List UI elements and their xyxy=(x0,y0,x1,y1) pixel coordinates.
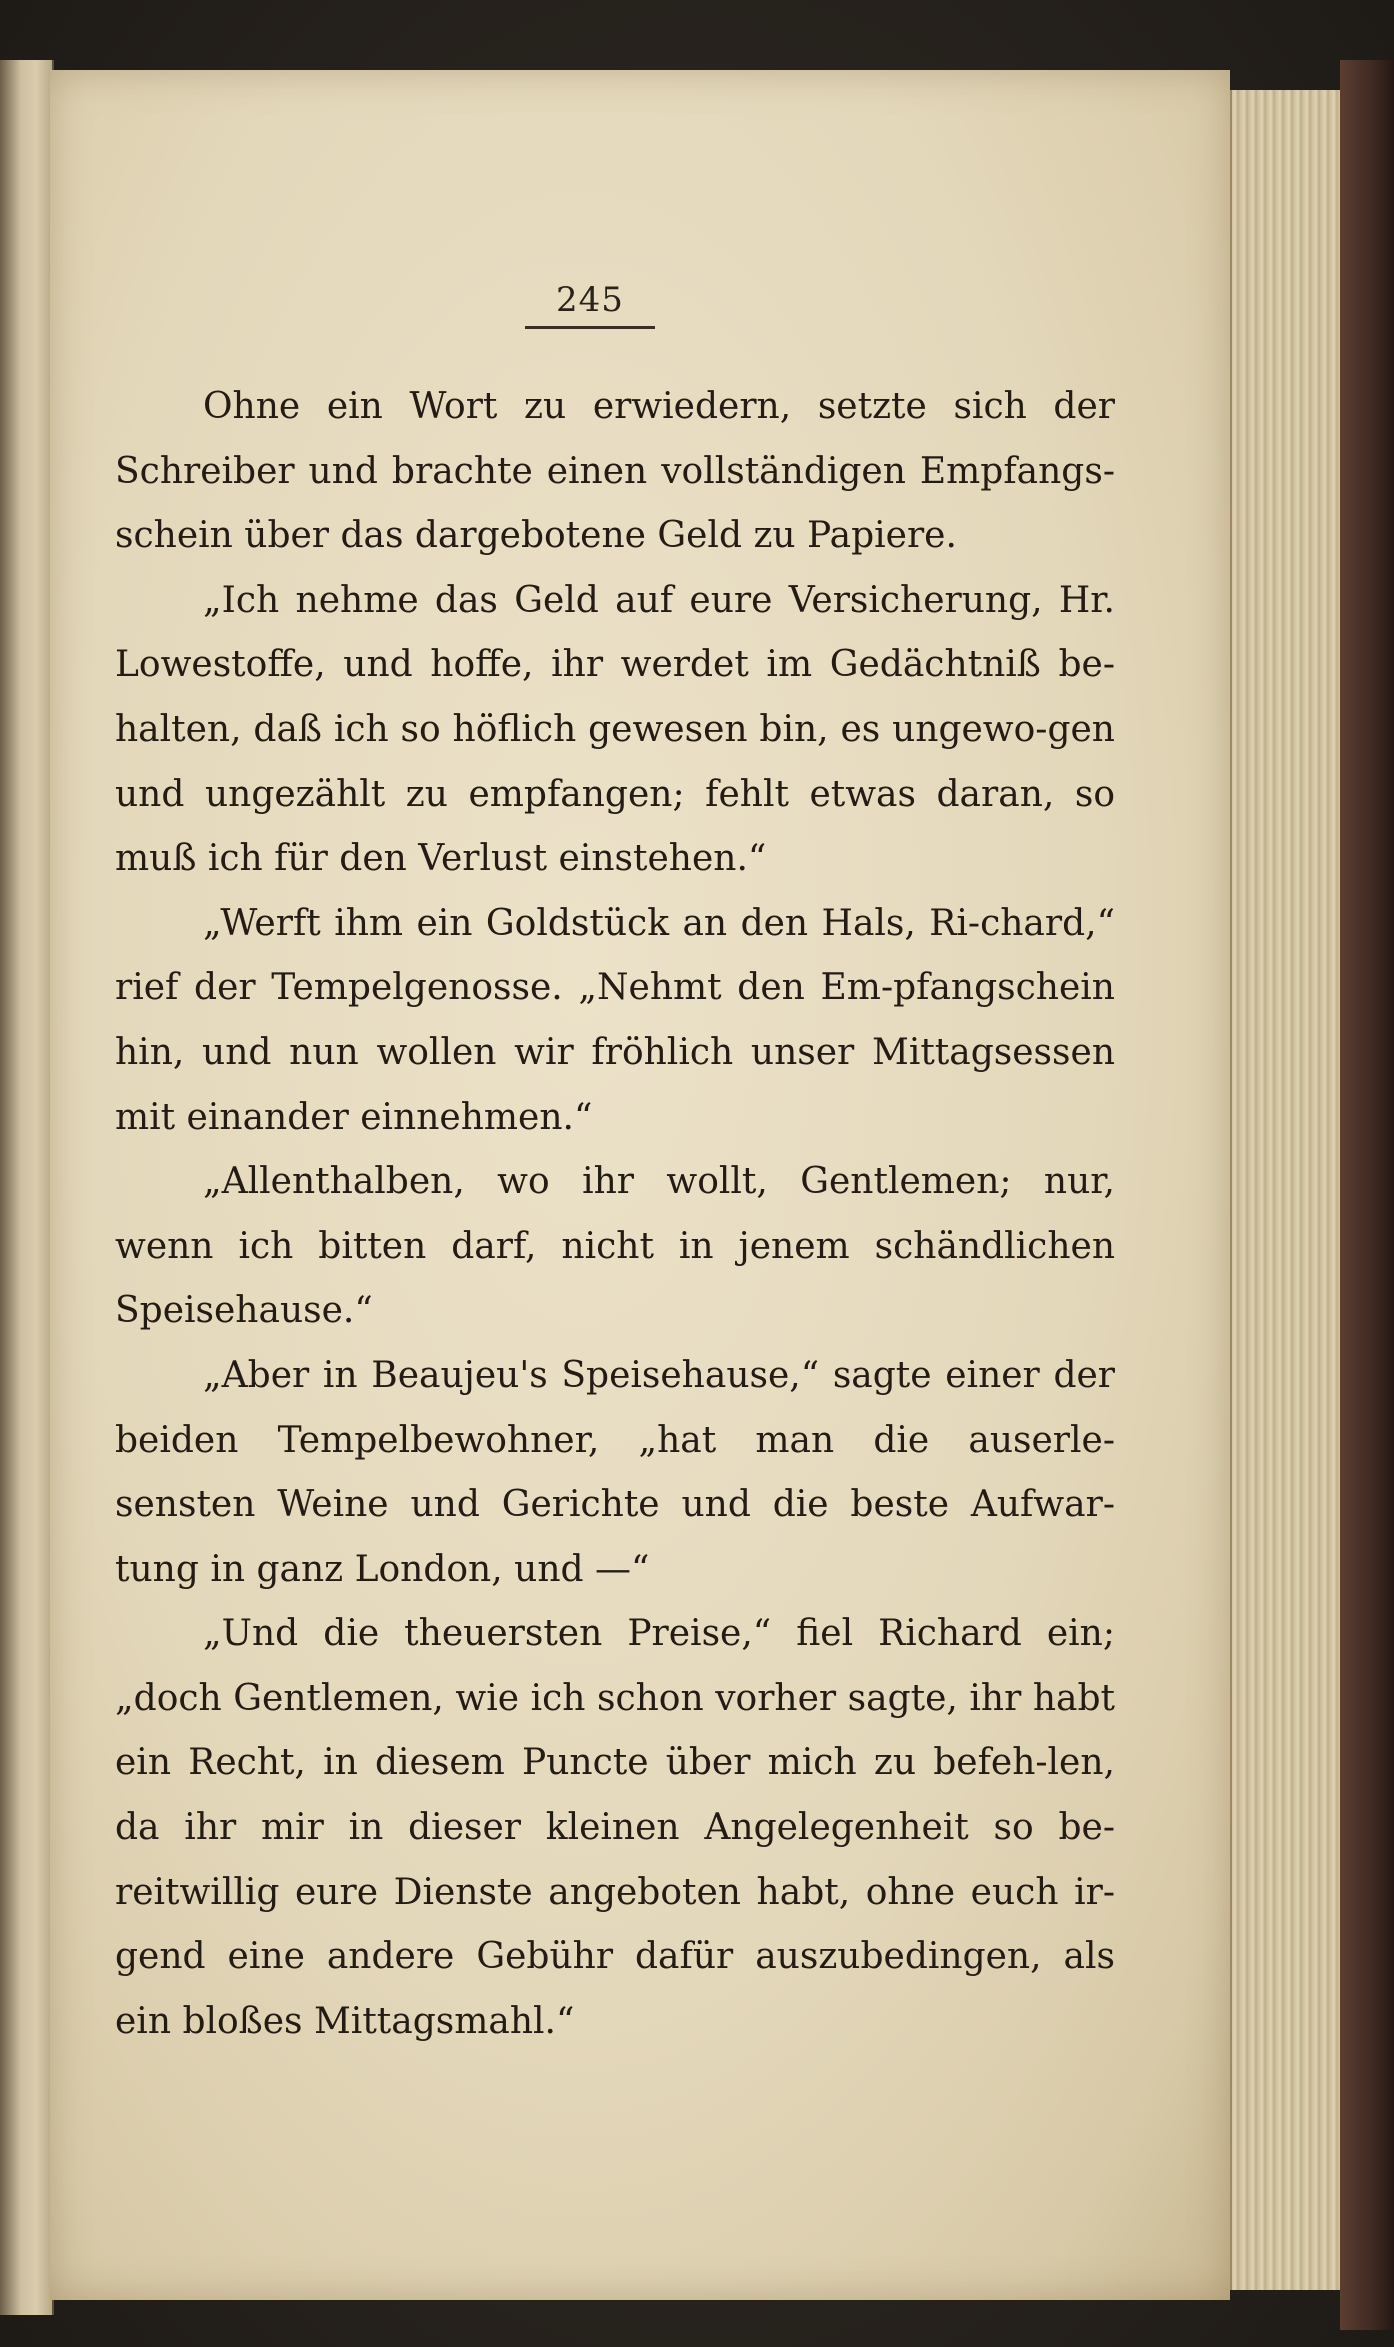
paragraph: Ohne ein Wort zu erwiedern, setzte sich der Schreiber und brachte einen vollständigen Empfangs-schein über das dargebotene Geld zu Papiere. xyxy=(115,386,1115,557)
paragraph: „Ich nehme das Geld auf eure Versicherung, Hr. Lowestoffe, und hoffe, ihr werdet im Gedächtniß be-halten, daß ich so höflich gewesen bin, es ungewo-gen und ungezählt zu empfangen; fehlt etwas daran, so muß ich für den Verlust einstehen.“ xyxy=(115,579,1115,880)
paragraph: „Werft ihm ein Goldstück an den Hals, Ri-chard,“ rief der Tempelgenosse. „Nehmt den Em-pfangschein hin, und nun wollen wir fröhlich unser Mittagsessen mit einander einnehmen.“ xyxy=(115,902,1115,1138)
left-page-edge xyxy=(0,60,54,2315)
page-number: 245 xyxy=(556,280,624,320)
body-text xyxy=(115,375,1115,2054)
page-header xyxy=(540,280,640,329)
page-block-edge xyxy=(1230,90,1342,2290)
header-rule xyxy=(525,326,655,329)
book-cover-edge xyxy=(1340,60,1394,2330)
paragraph: „Allenthalben, wo ihr wollt, Gentlemen; nur, wenn ich bitten darf, nicht in jenem schändlichen Speisehause.“ xyxy=(115,1161,1115,1332)
paragraph: „Aber in Beaujeu's Speisehause,“ sagte einer der beiden Tempelbewohner, „hat man die auserle-sensten Weine und Gerichte und die beste Aufwar-tung in ganz London, und —“ xyxy=(115,1354,1115,1590)
paragraph: „Und die theuersten Preise,“ fiel Richard ein; „doch Gentlemen, wie ich schon vorher sagte, ihr habt ein Recht, in diesem Puncte über mich zu befeh-len, da ihr mir in dieser kleinen Angelegenheit so be-reitwillig eure Dienste angeboten habt, ohne euch ir-gend eine andere Gebühr dafür auszubedingen, als ein bloßes Mittagsmahl.“ xyxy=(115,1613,1115,2042)
